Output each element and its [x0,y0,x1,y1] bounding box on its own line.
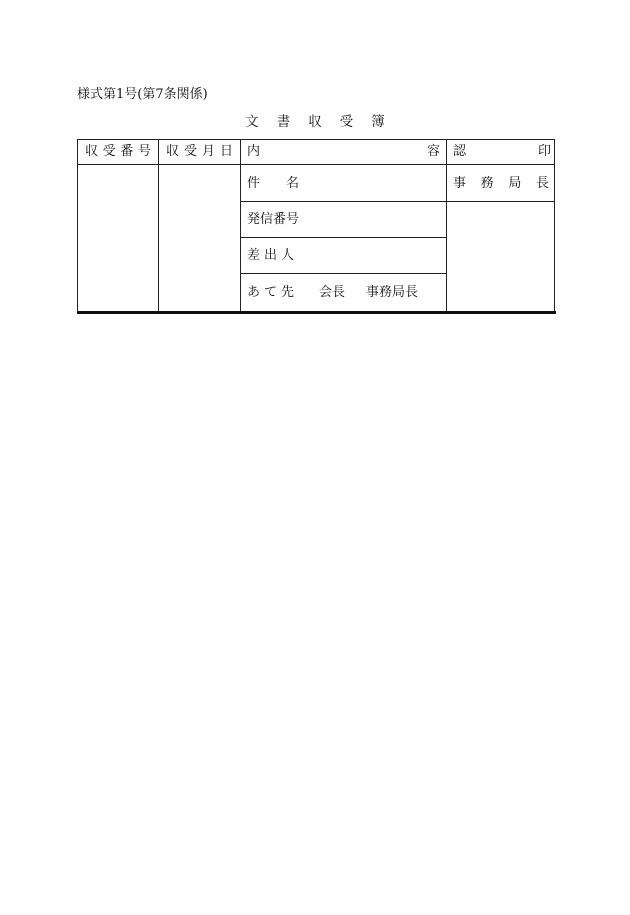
approval-header-left: 認 [453,144,467,159]
subject-label [247,176,299,192]
label-character: 局 [508,176,522,191]
form-number-label: 様式第1号(第7条関係) [77,87,208,102]
subject-label-text [247,176,299,192]
label-character: 収 [166,144,180,159]
sender-label-text [247,248,294,264]
label-character: 日 [219,144,233,159]
contents-header-left: 内 [247,144,261,159]
label-character: 人 [280,248,294,263]
sender-label [247,248,294,264]
document-title: 文書収受簿 [245,114,403,130]
label-character: 名 [285,176,299,191]
label-character: あ [247,285,261,300]
approval-header-right: 印 [538,144,552,159]
sender-number-label: 発信番号 [247,212,300,227]
sender-row-border [240,273,446,274]
label-character: て [263,285,277,300]
sender-number-row-border [240,237,446,238]
receipt-date-header-text [166,144,233,160]
label-character: 事 [453,176,467,191]
label-character: 受 [183,144,197,159]
addressee-option-secretary-general: 事務局長 [366,285,419,300]
receipt-number-header [85,144,151,160]
label-character: 出 [263,248,277,263]
receipt-date-header [166,144,233,160]
label-character: 件 [247,176,261,191]
addressee-option-chairman: 会長 [319,285,346,300]
document-receipt-register-table [77,139,555,312]
approval-role-text [453,176,549,192]
column-divider-1 [158,139,159,312]
column-divider-3 [446,139,447,312]
subject-row-border [240,201,555,202]
label-character: 長 [535,176,549,191]
addressee-label-text [247,285,294,301]
label-character: 番 [120,144,134,159]
table-right-border [554,139,555,312]
receipt-number-header-text [85,144,151,160]
table-bottom-double-rule [77,311,556,314]
label-character: 先 [280,285,294,300]
addressee-label [247,285,294,301]
table-top-border [77,139,555,140]
label-character: 収 [85,144,99,159]
approval-role-label [453,176,549,192]
label-character: 受 [102,144,116,159]
label-character: 差 [247,248,261,263]
label-character: 月 [201,144,215,159]
contents-header-right: 容 [427,144,441,159]
column-divider-2 [240,139,241,312]
header-bottom-border [77,164,555,165]
label-character: 号 [137,144,151,159]
table-left-border [77,139,78,312]
label-character: 務 [480,176,494,191]
